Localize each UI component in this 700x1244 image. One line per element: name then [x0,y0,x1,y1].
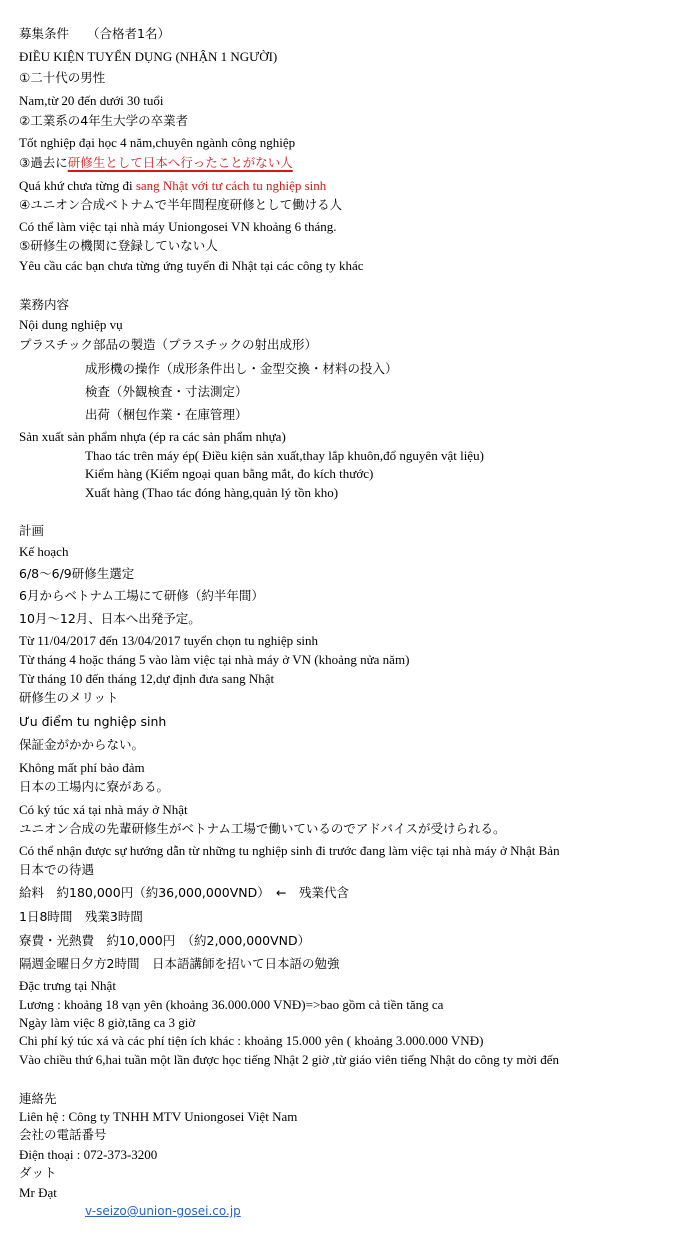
condition-5-jp: ⑤研修生の機関に登録していない人 [19,238,218,253]
plan-3-vn: Từ tháng 10 đến tháng 12,dự định đưa sang Nhật [19,671,275,686]
contact-header-jp: 連絡先 [19,1091,57,1106]
condition-3-vn-prefix: Quá khứ chưa từng đi [19,178,136,193]
contact-phone-label-jp: 会社の電話番号 [19,1127,107,1142]
contact-company-vn: Liên hệ : Công ty TNHH MTV Uniongosei Việt Nam [19,1109,298,1124]
duty-3-jp: 出荷（梱包作業・在庫管理） [85,407,248,422]
treatment-header-jp: 日本での待遇 [19,862,95,877]
duties-main-vn: Sản xuất sản phẩm nhựa (ép ra các sản phẩm nhựa) [19,429,286,444]
plan-2-jp: 6月からベトナム工場にて研修（約半年間） [19,588,264,603]
merit-2-vn: Có ký túc xá tại nhà máy ở Nhật [19,802,188,817]
condition-3-jp-prefix: ③過去に [19,155,68,170]
condition-3-vn-emphasis: sang Nhật với tư cách tu nghiệp sinh [135,178,327,193]
condition-3-jp-emphasis: 研修生として日本へ行ったことがない人 [67,155,293,170]
duties-main-jp: プラスチック部品の製造（プラスチックの射出成形） [19,337,318,352]
condition-2-vn: Tốt nghiệp đại học 4 năm,chuyên ngành công nghiệp [19,135,296,150]
conditions-header-jp-text: 募集条件 [19,26,70,41]
treatment-hours-jp: 1日8時間 残業3時間 [19,909,143,924]
condition-1-jp: ①二十代の男性 [19,70,106,85]
conditions-header-jp [19,25,170,43]
merits-header-vn: Ưu điểm tu nghiệp sinh [19,714,167,729]
condition-4-jp: ④ユニオン合成ベトナムで半年間程度研修として働ける人 [19,197,343,212]
plan-header-jp: 計画 [19,523,45,538]
treatment-lesson-vn: Vào chiều thứ 6,hai tuần một lần được học tiếng Nhật 2 giờ ,từ giáo viên tiếng Nhật do công ty mời đến [19,1052,559,1067]
treatment-lesson-jp: 隔週金曜日夕方2時間 日本語講師を招いて日本語の勉強 [19,956,340,971]
treatment-header-vn: Đặc trưng tại Nhật [19,978,116,993]
plan-1-jp: 6/8～6/9研修生選定 [19,566,135,581]
contact-phone-vn: Điện thoại : 072-373-3200 [19,1147,158,1162]
duty-1-jp: 成形機の操作（成形条件出し・金型交換・材料の投入） [85,361,398,376]
treatment-salary-vn: Lương : khoảng 18 vạn yên (khoảng 36.000.000 VNĐ)=>bao gồm cả tiền tăng ca [19,997,444,1012]
condition-3-vn [19,177,326,195]
merits-header-jp: 研修生のメリット [19,690,119,705]
merit-1-jp: 保証金がかからない。 [19,737,145,752]
duty-1-vn: Thao tác trên máy ép( Điều kiện sản xuất,thay lắp khuôn,đổ nguyên vật liệu) [85,448,484,463]
condition-5-vn: Yêu cầu các bạn chưa từng ứng tuyển đi Nhật tại các công ty khác [19,258,364,273]
merit-2-jp: 日本の工場内に寮がある。 [19,779,170,794]
conditions-header-count: （合格者1名） [87,26,170,41]
treatment-salary-jp: 給料 約180,000円（約36,000,000VND） ← 残業代含 [19,885,350,900]
contact-person-jp: ダット [19,1165,57,1180]
condition-1-vn: Nam,từ 20 đến dưới 30 tuổi [19,93,164,108]
treatment-hours-vn: Ngày làm việc 8 giờ,tăng ca 3 giờ [19,1015,196,1030]
plan-header-vn: Kế hoạch [19,544,69,559]
plan-2-vn: Từ tháng 4 hoặc tháng 5 vào làm việc tại nhà máy ở VN (khoảng nửa năm) [19,652,410,667]
duty-2-vn: Kiểm hàng (Kiểm ngoại quan bằng mắt, đo kích thước) [85,466,374,481]
contact-email-line [85,1202,241,1220]
conditions-header-vn: ĐIỀU KIỆN TUYỂN DỤNG (NHẬN 1 NGƯỜI) [19,49,278,64]
merit-3-vn: Có thể nhận được sự hướng dẫn từ những tu nghiệp sinh đi trước đang làm việc tại nhà máy ở Nhật Bản [19,843,560,858]
contact-person-vn: Mr Đạt [19,1185,57,1200]
merit-1-vn: Không mất phí bảo đảm [19,760,145,775]
condition-4-vn: Có thể làm việc tại nhà máy Uniongosei VN khoảng 6 tháng. [19,219,337,234]
condition-2-jp: ②工業系の4年生大学の卒業者 [19,113,189,128]
duties-header-vn: Nội dung nghiệp vụ [19,317,123,332]
duties-header-jp: 業務内容 [19,297,70,312]
contact-email-link[interactable]: v-seizo@union-gosei.co.jp [85,1204,241,1218]
duty-2-jp: 検査（外観検査・寸法測定） [85,384,248,399]
duty-3-vn: Xuất hàng (Thao tác đóng hàng,quản lý tồn kho) [85,485,339,500]
treatment-dorm-vn: Chi phí ký túc xá và các phí tiện ích khác : khoảng 15.000 yên ( khoảng 3.000.000 VNĐ) [19,1033,484,1048]
merit-3-jp: ユニオン合成の先輩研修生がベトナム工場で働いているのでアドバイスが受けられる。 [19,821,506,836]
treatment-dorm-jp: 寮費・光熱費 約10,000円 （約2,000,000VND） [19,933,311,948]
plan-3-jp: 10月～12月、日本へ出発予定。 [19,611,201,626]
condition-3-jp [19,154,293,172]
plan-1-vn: Từ 11/04/2017 đến 13/04/2017 tuyển chọn tu nghiệp sinh [19,633,319,648]
